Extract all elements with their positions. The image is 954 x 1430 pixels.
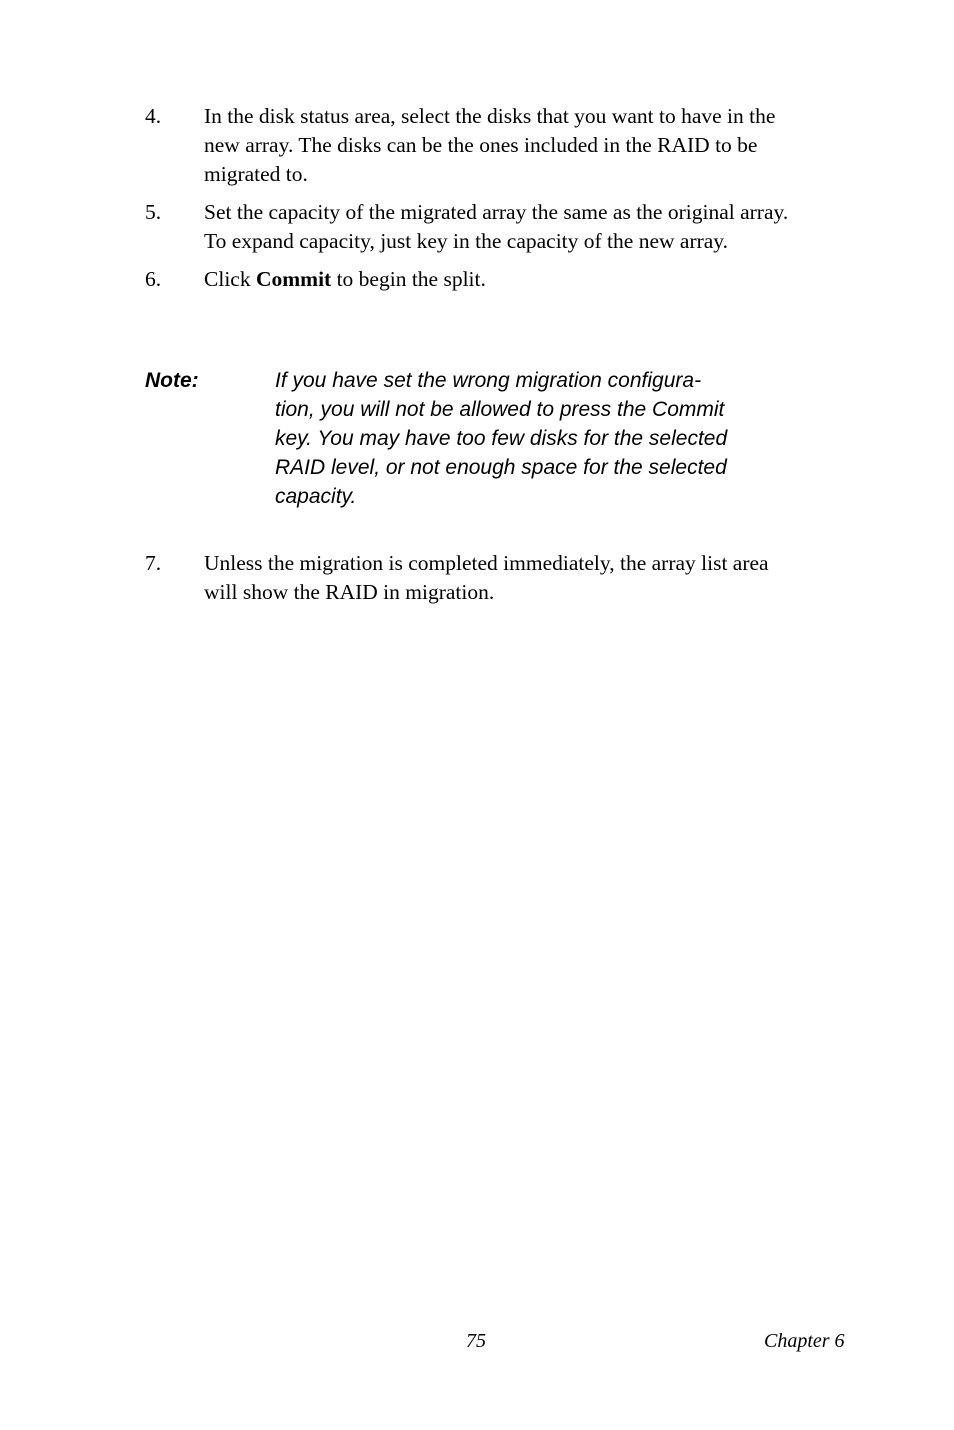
step-line: Unless the migration is completed immediately, the array list area — [204, 551, 769, 575]
step-line: To expand capacity, just key in the capacity of the new array. — [204, 229, 729, 253]
note-line: If you have set the wrong migration configura- — [275, 369, 702, 392]
step-number: 7. — [145, 551, 162, 575]
step-number: 4. — [145, 104, 162, 128]
note-body — [275, 366, 835, 511]
note-line: key. You may have too few disks for the selected — [275, 427, 728, 450]
step-prefix: Click — [204, 267, 256, 291]
step-line: new array. The disks can be the ones included in the RAID to be — [204, 133, 758, 157]
step-line: will show the RAID in migration. — [204, 580, 495, 604]
chapter-label: Chapter 6 — [764, 1330, 845, 1352]
step-text — [204, 265, 859, 294]
note-line: capacity. — [275, 485, 357, 508]
step-line: migrated to. — [204, 162, 308, 186]
step-suffix: to begin the split. — [331, 267, 486, 291]
note-line: tion, you will not be allowed to press the Commit — [275, 398, 725, 421]
page-number: 75 — [466, 1330, 486, 1352]
step-text — [204, 102, 859, 189]
step-line: In the disk status area, select the disks that you want to have in the — [204, 104, 776, 128]
step-line: Set the capacity of the migrated array the same as the original array. — [204, 200, 789, 224]
note-line: RAID level, or not enough space for the selected — [275, 456, 727, 479]
step-line — [204, 265, 859, 294]
step-text — [204, 549, 859, 607]
note-label: Note: — [145, 369, 199, 392]
step-number: 5. — [145, 200, 162, 224]
commit-keyword: Commit — [255, 267, 332, 291]
step-text — [204, 198, 859, 256]
step-number: 6. — [145, 267, 162, 291]
